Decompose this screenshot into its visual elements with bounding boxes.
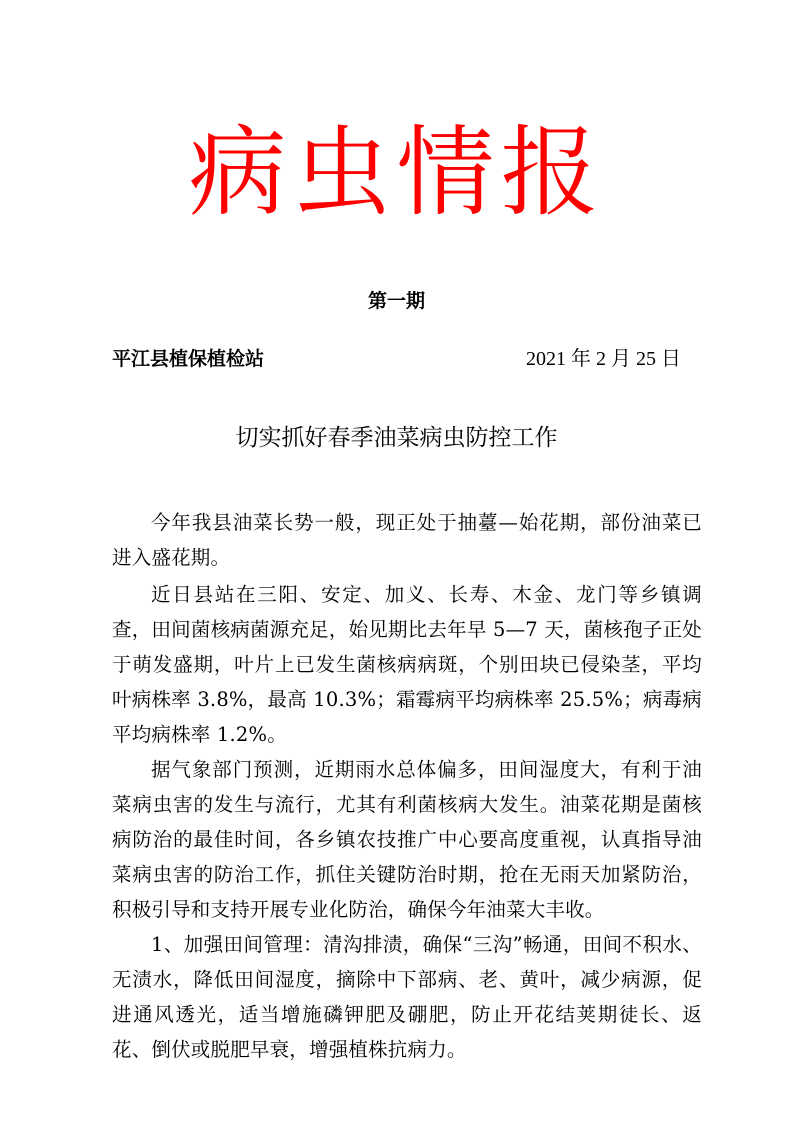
paragraph-intro: 今年我县油菜长势一般，现正处于抽薹—始花期，部份油菜已进入盛花期。 <box>112 511 702 569</box>
issue-date: 2021 年 2 月 25 日 <box>526 348 681 370</box>
issuing-organization: 平江县植保植检站 <box>112 348 265 370</box>
paragraph-survey: 近日县站在三阳、安定、加义、长寿、木金、龙门等乡镇调查，田间菌核病菌源充足，始见期比去年早 5—7 天，菌核孢子正处于萌发盛期，叶片上已发生菌核病病斑，个别田块已侵染茎，平均叶病株率 3.8%，最高 10.3%；霜霉病平均病株率 25.5%；病毒病平均病株率 1.2%。 <box>112 583 702 746</box>
masthead-title: 病虫情报 <box>188 116 605 230</box>
paragraph-forecast: 据气象部门预测，近期雨水总体偏多，田间湿度大，有利于油菜病虫害的发生与流行，尤其有利菌核病大发生。油菜花期是菌核病防治的最佳时间，各乡镇农技推广中心要高度重视，认真指导油菜病虫害的防治工作，抓住关键防治时期，抢在无雨天加紧防治，积极引导和支持开展专业化防治，确保今年油菜大丰收。 <box>112 758 702 921</box>
paragraph-field-management: 1、加强田间管理：清沟排渍，确保“三沟”畅通，田间不积水、无渍水，降低田间湿度，摘除中下部病、老、黄叶，减少病源，促进通风透光，适当增施磷钾肥及硼肥，防止开花结荚期徒长、返花、倒伏或脱肥早衰，增强植株抗病力。 <box>112 933 702 1061</box>
article-body <box>112 505 702 1067</box>
article-title: 切实抓好春季油菜病虫防控工作 <box>235 425 558 451</box>
issue-number: 第一期 <box>367 290 425 312</box>
